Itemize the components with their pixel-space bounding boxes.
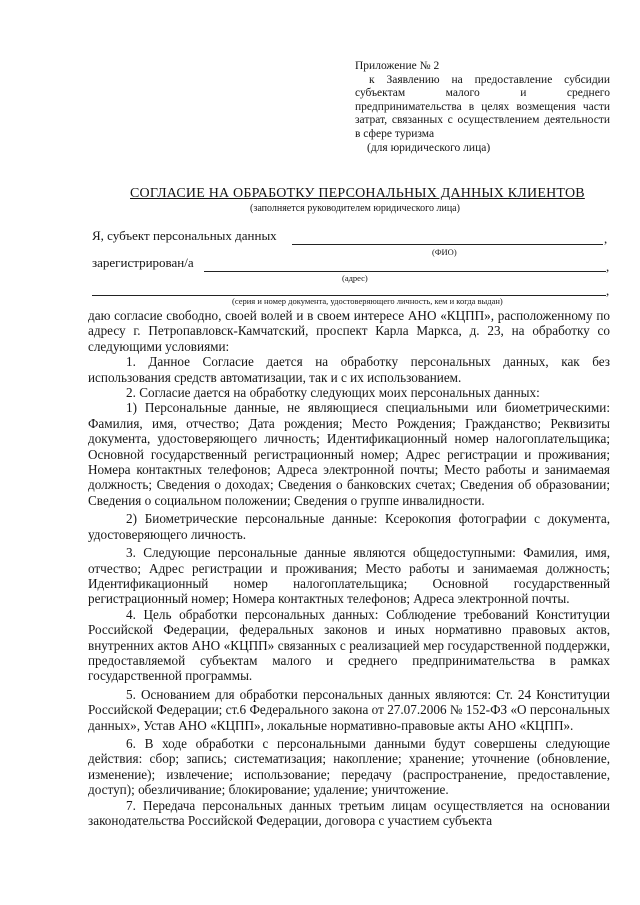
fio-hint: (ФИО) xyxy=(432,247,457,257)
clause-3: 3. Следующие персональные данные являются общедоступными: Фамилия, имя, отчество; Адрес регистрации и проживания; Место работы и занимаемая должность; Идентификационный номер налогоплательщика; Основной государственный регистрационный номер; Номера контактных телефонов; Адреса электронной почты. xyxy=(88,545,610,607)
appendix-line: предпринимательства в целях возмещения части xyxy=(355,100,610,113)
address-field[interactable] xyxy=(204,271,606,272)
clause-5: 5. Основанием для обработки персональных данных являются: Ст. 24 Конституции Российской Федерации; ст.6 Федерального закона от 27.07.2006 № 152-ФЗ «О персональных данных», Устав АНО «КЦПП», локальные нормативно-правовые акты АНО «КЦПП». xyxy=(88,686,610,733)
comma: , xyxy=(606,283,610,298)
clause-2-1: 1) Персональные данные, не являющиеся специальными или биометрическими: Фамилия, имя, отчество; Дата рождения; Место Рождения; Гражданство; Реквизиты документа, удостоверяющего личность; Идентификационный номер налогоплательщика; Основной государственный регистрационный номер; Адрес регистрации и проживания; Номера контактных телефонов; Адреса электронной почты; Место работы и занимаемая должность; Сведения о доходах; Сведения о банковских счетах; Сведения об образовании; Сведения о социальном положении; Сведения о группе инвалидности. xyxy=(88,400,610,508)
clause-7: 7. Передача персональных данных третьим лицам осуществляется на основании законодательства Российской Федерации, договора с участием субъекта xyxy=(88,797,610,828)
appendix-line: к Заявлению на предоставление субсидии xyxy=(369,73,610,86)
address-hint: (адрес) xyxy=(342,273,368,283)
appendix-number: Приложение № 2 xyxy=(355,60,440,72)
clause-2-2: 2) Биометрические персональные данные: Ксерокопия фотографии с документа, удостоверяющего личность. xyxy=(88,511,610,542)
consent-body xyxy=(88,308,610,828)
clause-4: 4. Цель обработки персональных данных: Соблюдение требований Конституции Российской Федерации, федеральных законов и иных нормативно правовых актов, внутренних актов АНО «КЦПП» связанных с реализацией мер государственной поддержки, предоставляемой субъектам малого и среднего предпринимательства в рамках государственной программы. xyxy=(88,606,610,684)
appendix-header xyxy=(355,60,610,155)
document-title: СОГЛАСИЕ НА ОБРАБОТКУ ПЕРСОНАЛЬНЫХ ДАННЫХ КЛИЕНТОВ xyxy=(130,186,585,201)
clause-6: 6. В ходе обработки с персональными данными будут совершены следующие действия: сбор; запись; систематизация; накопление; хранение; уточнение (обновление, изменение); извлечение; использование; передачу (распространение, предоставление, доступ); обезличивание; блокирование; удаление; уничтожение. xyxy=(88,735,610,798)
appendix-applicant-type: (для юридического лица) xyxy=(367,141,491,154)
comma: , xyxy=(606,259,610,274)
appendix-line: в сфере туризма xyxy=(355,127,435,140)
subject-label: Я, субъект персональных данных xyxy=(92,228,277,243)
intro-paragraph: даю согласие свободно, своей волей и в своем интересе АНО «КЦПП», расположенному по адресу г. Петропавловск-Камчатский, проспект Карла Маркса, д. 23, на обработку со следующими условиями: xyxy=(88,308,610,354)
document-hint: (серия и номер документа, удостоверяющего личность, кем и когда выдан) xyxy=(232,296,503,306)
appendix-line: субъектам малого и среднего xyxy=(355,87,610,100)
appendix-line: затрат, связанных с осуществлением деятельности xyxy=(355,114,610,127)
clause-1: 1. Данное Согласие дается на обработку персональных данных, как без использования средств автоматизации, так и с их использованием. xyxy=(88,354,610,385)
fio-field[interactable] xyxy=(292,244,603,245)
registered-row xyxy=(92,255,610,271)
clause-2: 2. Согласие дается на обработку следующих моих персональных данных: xyxy=(126,385,540,401)
subject-row xyxy=(92,228,610,244)
registered-label: зарегистрирован/а xyxy=(92,255,194,270)
comma: , xyxy=(604,231,608,246)
document-subtitle: (заполняется руководителем юридического лица) xyxy=(250,203,460,214)
